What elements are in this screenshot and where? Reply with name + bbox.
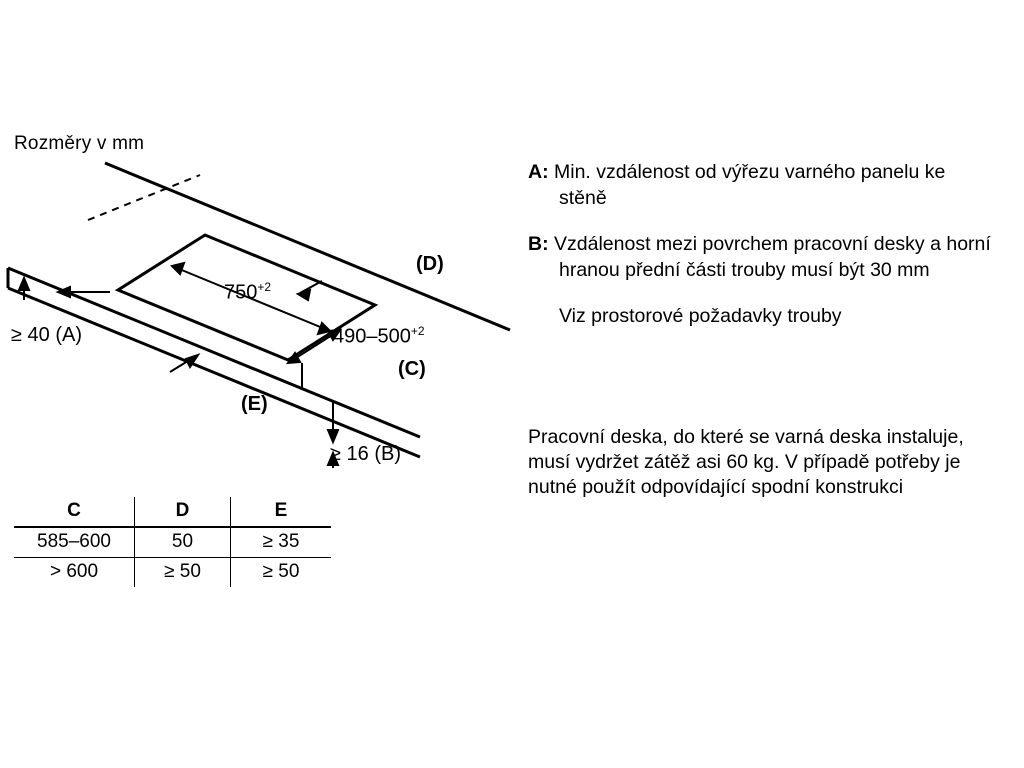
note-a-label: A: <box>528 161 549 183</box>
table-cell: ≥ 50 <box>262 561 300 582</box>
note-a <box>528 160 998 212</box>
label-e: (E) <box>241 393 268 415</box>
label-distance-b: ≥ 16 (B) <box>330 443 401 465</box>
dimension-table <box>14 497 331 587</box>
table-cell: 585–600 <box>14 527 135 558</box>
table-cell: 50 <box>135 527 231 558</box>
page-title: Rozměry v mm <box>14 133 145 154</box>
table-cell: ≥ 35 <box>262 531 300 552</box>
label-d: (D) <box>416 253 444 275</box>
table-cell: ≥ 50 <box>135 558 231 588</box>
table-header-d: D <box>135 497 231 527</box>
label-c: (C) <box>398 358 426 380</box>
label-distance-a: ≥ 40 (A) <box>11 324 82 346</box>
table-header-e: E <box>274 500 288 521</box>
notes-column <box>528 160 998 352</box>
table-row <box>14 527 331 558</box>
note-b-text: Vzdálenost mezi povrchem pracovní desky a horní hranou přední části trouby musí být 30 mm <box>554 232 991 281</box>
table-header-row <box>14 497 331 527</box>
note-oven-requirements: Viz prostorové požadavky trouby <box>559 304 842 327</box>
note-a-text: Min. vzdálenost od výřezu varného panelu ke stěně <box>554 161 946 209</box>
note-b <box>528 232 998 284</box>
worktop-cutout-drawing <box>0 150 520 480</box>
table-row <box>14 558 331 588</box>
table-header-c: C <box>14 497 135 527</box>
table-cell: > 600 <box>14 558 135 588</box>
note-b-label: B: <box>528 232 549 255</box>
note-worktop-load: Pracovní deska, do které se varná deska instaluje, musí vydržet zátěž asi 60 kg. V případě potřeby je nutné použít odpovídající spodní konstrukci <box>528 426 964 498</box>
label-cutout-depth: $490-500^{+2}$ <box>333 324 425 348</box>
leader-d <box>298 281 322 300</box>
label-cutout-width: $750^{+2}$ <box>224 280 272 304</box>
